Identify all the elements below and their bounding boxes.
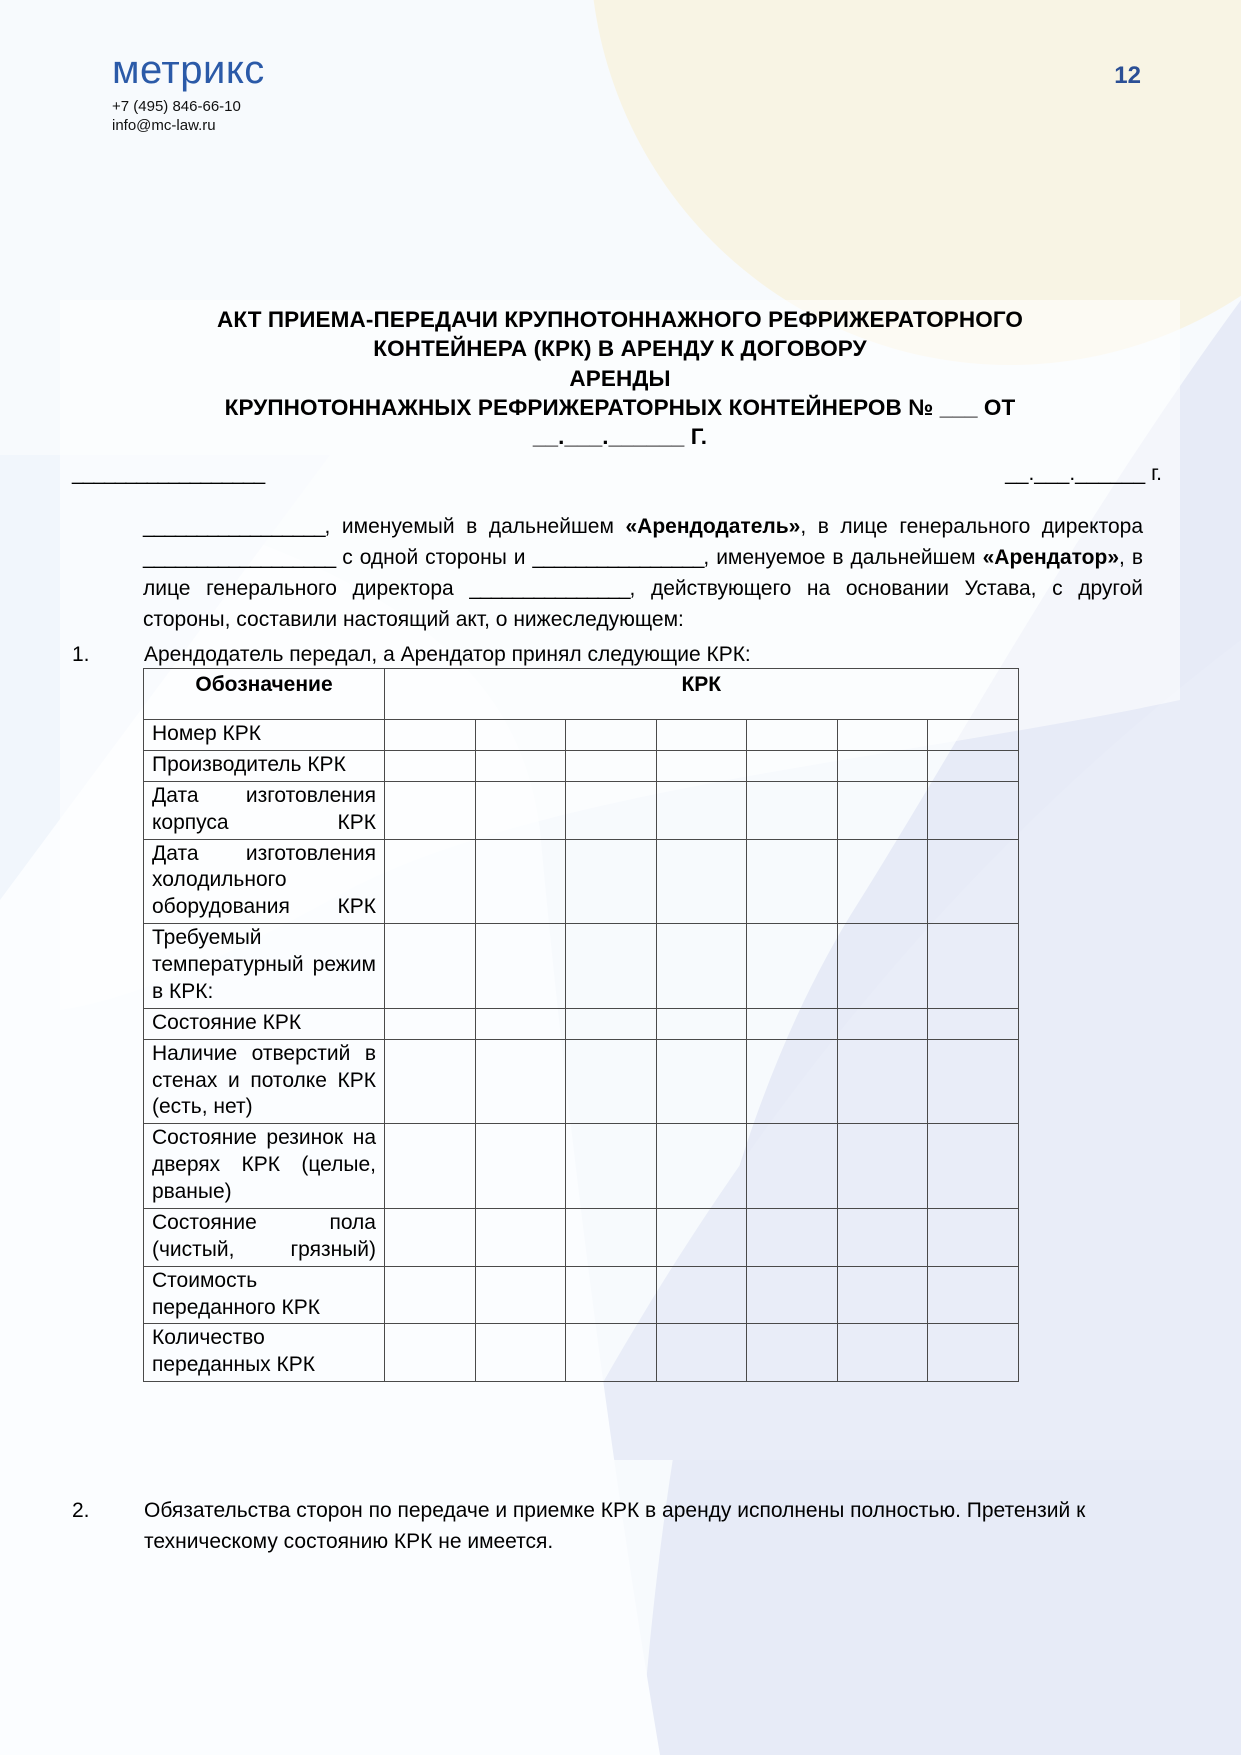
row-value-cell[interactable]	[475, 1324, 566, 1382]
title-line-1: АКТ ПРИЕМА-ПЕРЕДАЧИ КРУПНОТОННАЖНОГО РЕФРИЖЕРАТОРНОГО	[216, 307, 1024, 332]
row-value-cell[interactable]	[656, 750, 747, 781]
row-value-cell[interactable]	[928, 1266, 1019, 1324]
table-row	[144, 750, 1019, 781]
company-logo-text: метрикс	[112, 48, 265, 92]
row-value-cell[interactable]	[837, 750, 928, 781]
row-value-cell[interactable]	[837, 1008, 928, 1039]
row-value-cell[interactable]	[385, 781, 476, 839]
document-title	[170, 305, 1070, 451]
row-value-cell[interactable]	[747, 1008, 838, 1039]
lessor-name-blank[interactable]: _________________	[143, 515, 325, 538]
lessee-name-blank[interactable]: ________________	[532, 545, 704, 569]
row-value-cell[interactable]	[928, 839, 1019, 924]
row-value-cell[interactable]	[837, 781, 928, 839]
title-line-4: КРУПНОТОННАЖНЫХ РЕФРИЖЕРАТОРНЫХ КОНТЕЙНЕРОВ № ___ ОТ	[224, 394, 1016, 420]
row-value-cell[interactable]	[475, 1208, 566, 1266]
krk-table-head	[144, 669, 1019, 720]
city-date-row	[72, 462, 1162, 492]
preamble-text-1: , именуемый в дальнейшем	[324, 515, 626, 538]
table-row	[144, 720, 1019, 751]
row-value-cell[interactable]	[475, 1008, 566, 1039]
row-value-cell[interactable]	[385, 924, 476, 1009]
table-row	[144, 924, 1019, 1009]
preamble-text-5: , в лице генерального директора	[143, 545, 1143, 600]
row-value-cell[interactable]	[385, 839, 476, 924]
row-value-cell[interactable]	[928, 1039, 1019, 1124]
row-value-cell[interactable]	[928, 924, 1019, 1009]
row-value-cell[interactable]	[837, 839, 928, 924]
row-label: Наличие отверстий в стенах и потолке КРК (есть, нет)	[144, 1039, 385, 1124]
row-value-cell[interactable]	[928, 1008, 1019, 1039]
row-label: Состояние КРК	[144, 1008, 385, 1039]
table-row	[144, 1324, 1019, 1382]
krk-table-body	[144, 720, 1019, 1382]
row-label: Дата изготовления корпуса КРК	[144, 781, 385, 839]
row-value-cell[interactable]	[837, 1124, 928, 1209]
row-value-cell[interactable]	[566, 781, 657, 839]
row-value-cell[interactable]	[656, 1124, 747, 1209]
preamble-text-6: , действующего на основании Устава, с другой стороны, составили настоящий акт, о нижеследующем:	[143, 576, 1143, 631]
item-2-text: Обязательства сторон по передаче и приемке КРК в аренду исполнены полностью. Претензий к техническому состоянию КРК не имеется.	[144, 1499, 1086, 1553]
row-label: Состояние резинок на дверях КРК (целые, рваные)	[144, 1124, 385, 1209]
row-value-cell[interactable]	[837, 720, 928, 751]
row-value-cell[interactable]	[566, 1266, 657, 1324]
row-value-cell[interactable]	[656, 1266, 747, 1324]
krk-table	[143, 668, 1019, 1382]
row-value-cell[interactable]	[837, 1324, 928, 1382]
lessor-director-blank[interactable]: __________________	[143, 545, 336, 569]
lessee-term: «Арендатор»	[982, 545, 1119, 569]
preamble-text-4: , именуемое в дальнейшем	[703, 545, 983, 569]
row-value-cell[interactable]	[928, 781, 1019, 839]
row-value-cell[interactable]	[928, 1124, 1019, 1209]
row-value-cell[interactable]	[385, 1039, 476, 1124]
preamble-paragraph	[143, 512, 1143, 635]
row-value-cell[interactable]	[747, 1039, 838, 1124]
row-label: Номер КРК	[144, 720, 385, 751]
list-item-2	[72, 1496, 1162, 1558]
row-label: Состояние пола (чистый, грязный)	[144, 1208, 385, 1266]
table-row	[144, 1208, 1019, 1266]
page-number: 12	[1114, 62, 1141, 89]
row-value-cell[interactable]	[566, 750, 657, 781]
date-blank-field[interactable]: __.___.______ г.	[1005, 462, 1162, 485]
row-value-cell[interactable]	[928, 1324, 1019, 1382]
row-value-cell[interactable]	[566, 1324, 657, 1382]
row-value-cell[interactable]	[747, 750, 838, 781]
table-header-row	[144, 669, 1019, 720]
table-row	[144, 781, 1019, 839]
phone-number: +7 (495) 846-66-10	[112, 98, 241, 115]
row-value-cell[interactable]	[385, 750, 476, 781]
row-value-cell[interactable]	[385, 720, 476, 751]
row-label: Требуемый температурный режим в КРК:	[144, 924, 385, 1009]
column-header-krk-group: КРК	[385, 669, 1019, 720]
row-value-cell[interactable]	[656, 839, 747, 924]
row-value-cell[interactable]	[747, 1124, 838, 1209]
row-value-cell[interactable]	[656, 720, 747, 751]
row-label: Стоимость переданного КРК	[144, 1266, 385, 1324]
row-value-cell[interactable]	[475, 781, 566, 839]
row-value-cell[interactable]	[475, 1039, 566, 1124]
row-value-cell[interactable]	[747, 1266, 838, 1324]
row-value-cell[interactable]	[837, 1266, 928, 1324]
row-value-cell[interactable]	[747, 839, 838, 924]
row-value-cell[interactable]	[656, 1208, 747, 1266]
row-label: Дата изготовления холодильного оборудования КРК	[144, 839, 385, 924]
row-value-cell[interactable]	[475, 924, 566, 1009]
preamble-text-3: с одной стороны и	[335, 545, 533, 569]
table-row	[144, 1266, 1019, 1324]
row-value-cell[interactable]	[475, 839, 566, 924]
title-line-3: АРЕНДЫ	[569, 365, 671, 391]
row-value-cell[interactable]	[566, 720, 657, 751]
row-label: Количество переданных КРК	[144, 1324, 385, 1382]
column-header-designation: Обозначение	[144, 669, 385, 720]
city-blank-field[interactable]: __________________	[72, 462, 265, 485]
table-row	[144, 839, 1019, 924]
title-line-5: __.___.______ Г.	[532, 424, 708, 449]
table-row	[144, 1039, 1019, 1124]
row-value-cell[interactable]	[656, 1324, 747, 1382]
row-value-cell[interactable]	[566, 1124, 657, 1209]
row-value-cell[interactable]	[747, 781, 838, 839]
row-label: Производитель КРК	[144, 750, 385, 781]
table-row	[144, 1124, 1019, 1209]
row-value-cell[interactable]	[656, 1008, 747, 1039]
row-value-cell[interactable]	[566, 839, 657, 924]
letterhead	[112, 50, 265, 136]
row-value-cell[interactable]	[928, 720, 1019, 751]
row-value-cell[interactable]	[385, 1324, 476, 1382]
row-value-cell[interactable]	[475, 750, 566, 781]
row-value-cell[interactable]	[837, 924, 928, 1009]
row-value-cell[interactable]	[837, 1039, 928, 1124]
row-value-cell[interactable]	[566, 1039, 657, 1124]
lessee-director-blank[interactable]: _______________	[469, 576, 630, 600]
row-value-cell[interactable]	[928, 1208, 1019, 1266]
list-item-1	[72, 640, 1162, 671]
table-row	[144, 1008, 1019, 1039]
email-address: info@mc-law.ru	[112, 116, 216, 134]
preamble-text-2: , в лице генерального директора	[800, 515, 1143, 538]
row-value-cell[interactable]	[656, 781, 747, 839]
row-value-cell[interactable]	[747, 1324, 838, 1382]
row-value-cell[interactable]	[475, 720, 566, 751]
row-value-cell[interactable]	[747, 1208, 838, 1266]
row-value-cell[interactable]	[656, 1039, 747, 1124]
row-value-cell[interactable]	[566, 924, 657, 1009]
lessor-term: «Арендодатель»	[625, 515, 801, 538]
row-value-cell[interactable]	[656, 924, 747, 1009]
row-value-cell[interactable]	[385, 1008, 476, 1039]
item-2-number: 2.	[72, 1499, 90, 1522]
row-value-cell[interactable]	[928, 750, 1019, 781]
row-value-cell[interactable]	[385, 1266, 476, 1324]
row-value-cell[interactable]	[747, 924, 838, 1009]
row-value-cell[interactable]	[837, 1208, 928, 1266]
title-line-2: КОНТЕЙНЕРА (КРК) В АРЕНДУ К ДОГОВОРУ	[373, 336, 867, 362]
row-value-cell[interactable]	[747, 720, 838, 751]
row-value-cell[interactable]	[475, 1266, 566, 1324]
row-value-cell[interactable]	[566, 1208, 657, 1266]
item-1-text: Арендодатель передал, а Арендатор принял следующие КРК:	[144, 643, 751, 666]
item-1-number: 1.	[72, 643, 90, 666]
contact-block	[112, 98, 265, 136]
row-value-cell[interactable]	[566, 1008, 657, 1039]
row-value-cell[interactable]	[385, 1208, 476, 1266]
row-value-cell[interactable]	[475, 1124, 566, 1209]
row-value-cell[interactable]	[385, 1124, 476, 1209]
